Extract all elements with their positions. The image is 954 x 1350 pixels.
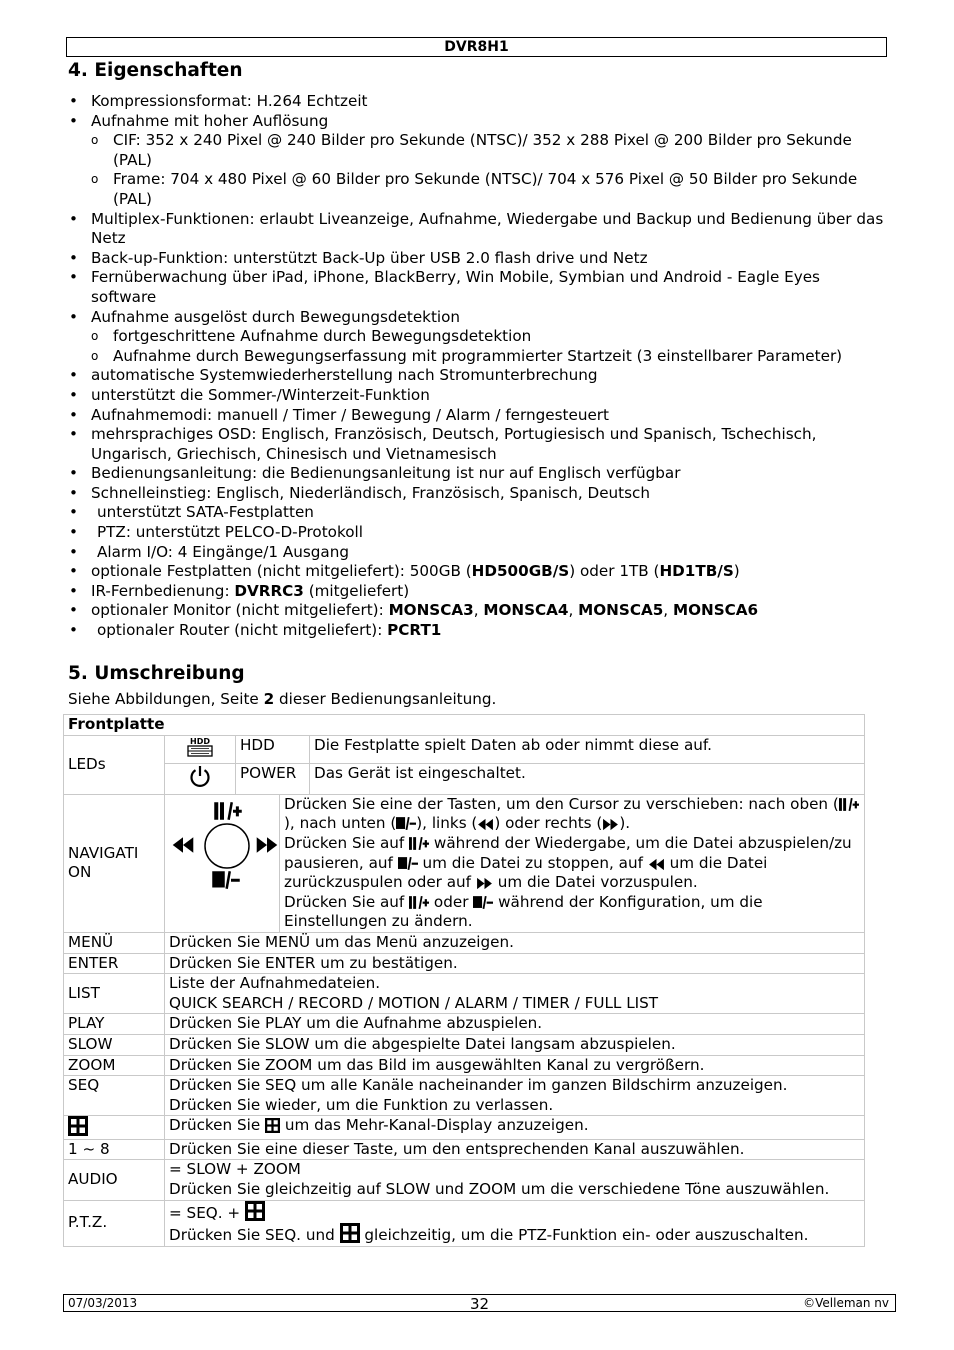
model-code: MONSCA6 — [672, 601, 759, 620]
navigation-pad-icon — [165, 794, 280, 932]
key-label: P.T.Z. — [64, 1200, 165, 1246]
list-item: • optionaler Monitor (nicht mitgeliefert): MONSCA3, MONSCA4, MONSCA5, MONSCA6 — [68, 601, 888, 621]
key-desc: Drücken Sie PLAY um die Aufnahme abzuspielen. — [165, 1014, 865, 1035]
table-row — [64, 1116, 865, 1140]
list-item: • automatische Systemwiederherstellung nach Stromunterbrechung — [68, 366, 888, 386]
sub-list-item: o fortgeschrittene Aufnahme durch Bewegungsdetektion — [91, 327, 888, 347]
footer-copyright: ©Velleman nv — [803, 1296, 889, 1310]
key-label: MENÜ — [64, 932, 165, 953]
sub-list — [91, 131, 888, 209]
hdd-led-desc: Die Festplatte spielt Daten ab oder nimmt diese auf. — [310, 735, 865, 764]
list-item: • Aufnahme mit hoher Auflösung o CIF: 352 x 240 Pixel @ 240 Bilder pro Sekunde (NTSC)/ 352 x 288 Pixel @ 200 Bilder pro Sekunde (PAL) o Frame: 704 x 480 Pixel @ 60 Bilder pro Sekunde (NTSC)/ 704 x 576 Pixel @ 50 Bilder pro Sekunde (PAL) — [68, 112, 888, 210]
key-label: ENTER — [64, 953, 165, 974]
quad-display-icon — [265, 1118, 280, 1133]
model-code: MONSCA4 — [483, 601, 569, 620]
key-label: LIST — [64, 974, 165, 1014]
key-label: ZOOM — [64, 1055, 165, 1076]
table-row — [64, 974, 865, 1014]
list-item: • PTZ: unterstützt PELCO-D-Protokoll — [68, 523, 888, 543]
section-title-description: 5. Umschreibung — [68, 663, 245, 684]
key-label: 1 ~ 8 — [64, 1139, 165, 1160]
play-pause-icon — [409, 895, 429, 910]
table-row — [64, 735, 865, 764]
key-desc: Liste der Aufnahmedateien. QUICK SEARCH / RECORD / MOTION / ALARM / TIMER / FULL LIST — [165, 974, 865, 1014]
page-number: 32 — [469, 1295, 490, 1313]
stop-icon — [398, 856, 418, 871]
fast-forward-icon — [602, 818, 619, 831]
table-row — [64, 1200, 865, 1246]
list-item: • IR-Fernbedienung: DVRRC3 (mitgeliefert) — [68, 582, 888, 602]
footer-date: 07/03/2013 — [68, 1296, 138, 1310]
section-title-features: 4. Eigenschaften — [68, 60, 243, 81]
key-label: AUDIO — [64, 1160, 165, 1200]
list-item: • Fernüberwachung über iPad, iPhone, BlackBerry, Win Mobile, Symbian und Android - Eagle Eyes software — [68, 268, 888, 307]
model-title: DVR8H1 — [444, 39, 509, 55]
model-code: HD500GB/S — [471, 562, 570, 581]
stop-icon — [396, 816, 416, 831]
key-desc: Drücken Sie SEQ um alle Kanäle nacheinander im ganzen Bildschirm anzuzeigen. Drücken Sie wieder, um die Funktion zu verlassen. — [165, 1076, 865, 1116]
list-item: • Kompressionsformat: H.264 Echtzeit — [68, 92, 888, 112]
page-footer — [63, 1294, 896, 1312]
quad-display-icon — [340, 1223, 360, 1243]
table-row — [64, 932, 865, 953]
front-panel-table — [63, 714, 865, 1247]
fast-forward-icon — [476, 877, 493, 890]
model-code: PCRT1 — [387, 621, 442, 640]
key-desc: = SLOW + ZOOM Drücken Sie gleichzeitig auf SLOW und ZOOM um die verschiedene Töne auszuwählen. — [165, 1160, 865, 1200]
list-item: • Aufnahme ausgelöst durch Bewegungsdetektion o fortgeschrittene Aufnahme durch Bewegungsdetektion o Aufnahme durch Bewegungserfassung mit programmierter Startzeit (3 einstellbarer Parameter) — [68, 308, 888, 367]
model-code: DVRRC3 — [234, 581, 304, 600]
list-item: • Multiplex-Funktionen: erlaubt Liveanzeige, Aufnahme, Wiedergabe und Backup und Bedienung über das Netz — [68, 210, 888, 249]
sub-list-item: o CIF: 352 x 240 Pixel @ 240 Bilder pro Sekunde (NTSC)/ 352 x 288 Pixel @ 200 Bilder pro Sekunde (PAL) — [91, 131, 888, 170]
key-desc: Drücken Sie ZOOM um das Bild im ausgewählten Kanal zu vergrößern. — [165, 1055, 865, 1076]
play-pause-icon — [409, 836, 429, 851]
quad-display-icon — [64, 1116, 165, 1140]
table-heading: Frontplatte — [68, 715, 165, 733]
key-desc: Drücken Sie SLOW um die abgespielte Datei langsam abzuspielen. — [165, 1034, 865, 1055]
model-code: MONSCA3 — [388, 601, 474, 620]
list-item: • unterstützt die Sommer-/Winterzeit-Funktion — [68, 386, 888, 406]
list-item: • Schnelleinstieg: Englisch, Niederländisch, Französisch, Spanisch, Deutsch — [68, 484, 888, 504]
list-item: • Alarm I/O: 4 Eingänge/1 Ausgang — [68, 543, 888, 563]
table-row — [64, 794, 865, 932]
key-desc: Drücken Sie um das Mehr-Kanal-Display anzuzeigen. — [165, 1116, 865, 1140]
sub-list — [91, 327, 888, 366]
list-item: • unterstützt SATA-Festplatten — [68, 503, 888, 523]
power-led-desc: Das Gerät ist eingeschaltet. — [310, 764, 865, 795]
hdd-led-name: HDD — [236, 735, 310, 764]
section-intro: Siehe Abbildungen, Seite 2 dieser Bedienungsanleitung. — [68, 690, 497, 708]
play-pause-icon — [839, 797, 859, 812]
list-item: • Back-up-Funktion: unterstützt Back-Up über USB 2.0 flash drive und Netz — [68, 249, 888, 269]
list-item: • optionale Festplatten (nicht mitgeliefert): 500GB (HD500GB/S) oder 1TB (HD1TB/S) — [68, 562, 888, 582]
power-led-name: POWER — [236, 764, 310, 795]
hdd-icon — [165, 735, 236, 764]
list-item: • Aufnahmemodi: manuell / Timer / Bewegung / Alarm / ferngesteuert — [68, 406, 888, 426]
table-row — [64, 953, 865, 974]
table-row — [64, 1034, 865, 1055]
table-row — [64, 1055, 865, 1076]
navigation-label: NAVIGATI ON — [64, 794, 165, 932]
sub-list-item: o Aufnahme durch Bewegungserfassung mit programmierter Startzeit (3 einstellbarer Parameter) — [91, 347, 888, 367]
list-item: • optionaler Router (nicht mitgeliefert): PCRT1 — [68, 621, 888, 641]
model-code: MONSCA5 — [578, 601, 664, 620]
sub-list-item: o Frame: 704 x 480 Pixel @ 60 Bilder pro Sekunde (NTSC)/ 704 x 576 Pixel @ 50 Bilder pro Sekunde (PAL) — [91, 170, 888, 209]
model-code: HD1TB/S — [659, 562, 734, 581]
table-row — [64, 1139, 865, 1160]
features-list — [68, 92, 888, 641]
table-row — [64, 1014, 865, 1035]
list-item: • Bedienungsanleitung: die Bedienungsanleitung ist nur auf Englisch verfügbar — [68, 464, 888, 484]
key-label: PLAY — [64, 1014, 165, 1035]
page-header — [66, 37, 887, 57]
key-desc: Drücken Sie eine dieser Taste, um den entsprechenden Kanal auszuwählen. — [165, 1139, 865, 1160]
list-item: • mehrsprachiges OSD: Englisch, Französisch, Deutsch, Portugiesisch und Spanisch, Tschechisch, Ungarisch, Griechisch, Chinesisch und Vietnamesisch — [68, 425, 888, 464]
table-row — [64, 764, 865, 795]
leds-label: LEDs — [64, 735, 165, 794]
key-label: SEQ — [64, 1076, 165, 1116]
svg-text:HDD: HDD — [190, 736, 210, 746]
table-row — [64, 1076, 865, 1116]
stop-icon — [473, 895, 493, 910]
rewind-icon — [477, 818, 494, 831]
quad-display-icon — [245, 1201, 265, 1221]
table-row — [64, 1160, 865, 1200]
power-icon — [165, 764, 236, 795]
key-desc: Drücken Sie ENTER um zu bestätigen. — [165, 953, 865, 974]
table-heading-row — [64, 715, 865, 736]
key-desc: Drücken Sie MENÜ um das Menü anzuzeigen. — [165, 932, 865, 953]
rewind-icon — [648, 858, 665, 871]
key-desc: = SEQ. + Drücken Sie SEQ. und gleichzeitig, um die PTZ-Funktion ein- oder auszuschalten. — [165, 1200, 865, 1246]
navigation-desc: Drücken Sie eine der Tasten, um den Cursor zu verschieben: nach oben (), nach unten ( ), links ( ) oder rechts ( ). Drücken Sie auf während der Wiedergabe, um die Datei abzuspielen/zu pausieren, auf um die Datei zu stoppen, auf um die Datei zurückzuspulen oder auf um die Datei vorzuspulen. Drücken Sie auf oder während der Konfiguration, um die Einstellungen zu ändern. — [280, 794, 865, 932]
key-label: SLOW — [64, 1034, 165, 1055]
